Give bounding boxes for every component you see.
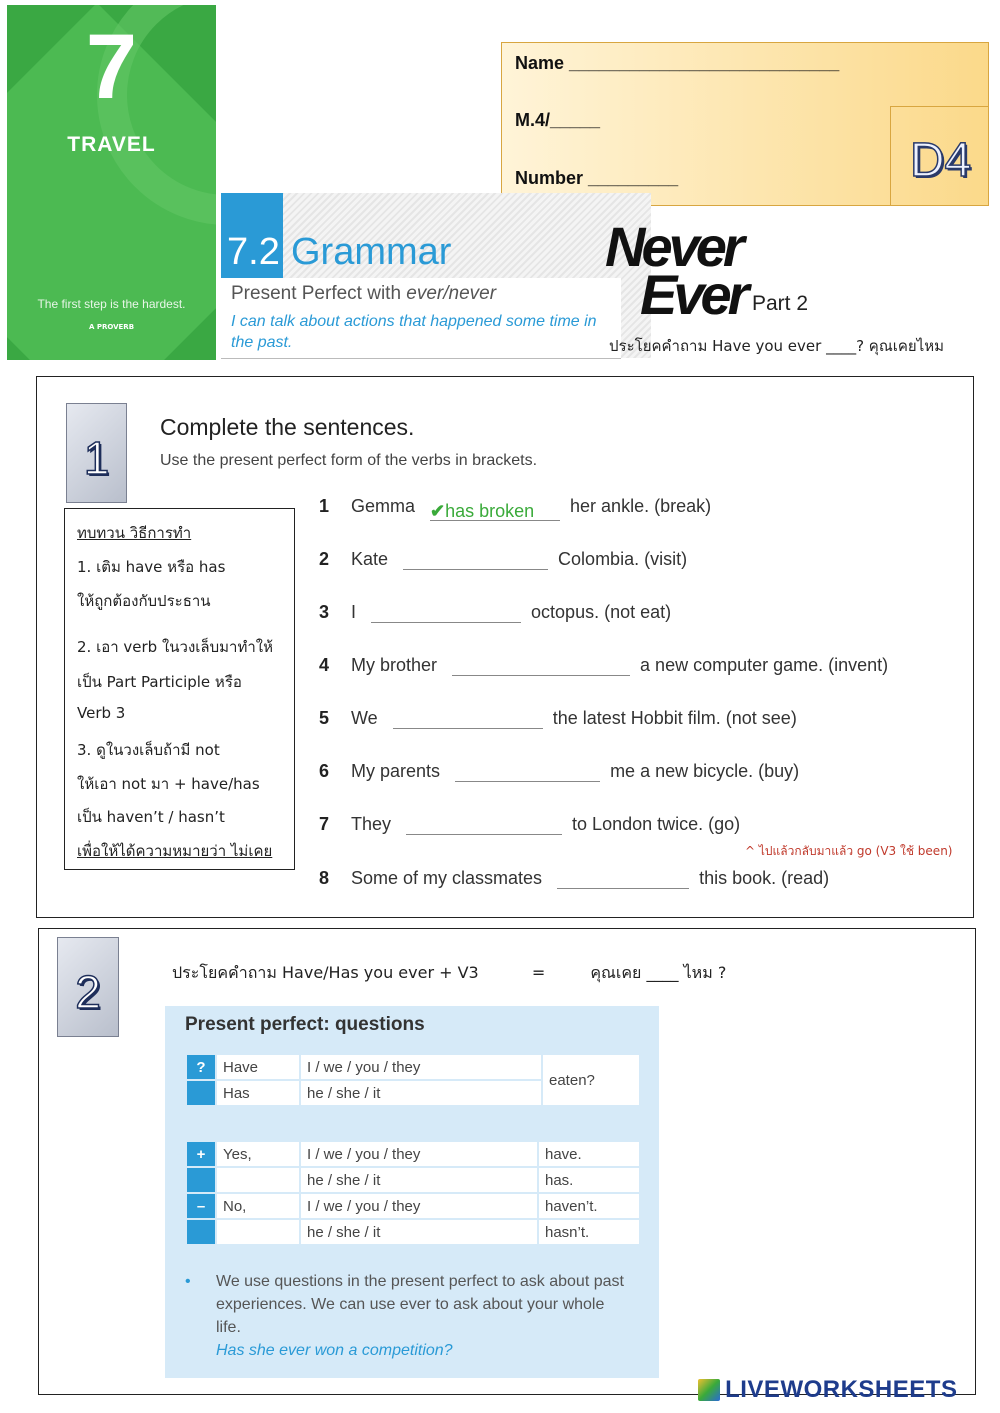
cover-quote: The first step is the hardest. <box>37 297 186 311</box>
sentence-row <box>319 549 687 570</box>
subject-cell: I / we / you / they <box>300 1141 538 1167</box>
exercise-2-number-box <box>57 937 119 1037</box>
answer-blank-2[interactable] <box>403 550 548 570</box>
banner-divider <box>221 358 621 359</box>
lesson-number: 7.2 <box>227 231 280 273</box>
review-line: ให้เอา not มา + have/has <box>77 775 260 793</box>
exercise-1-number: 1 <box>83 432 110 484</box>
hint-note: ^ ไปแล้วกลับมาแล้ว go (V3 ใช้ been) <box>745 844 953 858</box>
subject-cell: he / she / it <box>300 1219 538 1245</box>
lesson-subtitle-emphasis: ever/never <box>406 283 497 304</box>
answer-text: has broken <box>445 501 535 521</box>
sentence-rest: the latest Hobbit film. (not see) <box>552 708 797 728</box>
correct-check-icon: ✔ <box>430 501 446 521</box>
sentence-number: 6 <box>319 761 330 781</box>
review-line: เป็น Part Participle หรือ <box>77 673 242 691</box>
grammar-banner <box>221 193 651 358</box>
sentence-number: 8 <box>319 868 330 888</box>
sentence-number: 2 <box>319 549 330 569</box>
cover-proverb: A PROVERB <box>88 323 135 331</box>
lesson-subtitle <box>231 283 496 305</box>
answer-blank-1[interactable] <box>430 501 560 521</box>
plus-icon: + <box>186 1141 216 1167</box>
exercise-1-title: Complete the sentences. <box>160 414 415 440</box>
sentence-rest: her ankle. (break) <box>570 496 712 516</box>
thai-question-hint: ประโยคคำถาม Have you ever ____? คุณเคยไหม <box>609 337 945 355</box>
sentence-subject: My brother <box>351 655 438 675</box>
review-line: ให้ถูกต้องกับประธาน <box>77 592 211 610</box>
logo-badge-icon <box>698 1379 720 1401</box>
question-table <box>185 1053 641 1107</box>
sentence-rest: this book. (read) <box>699 868 830 888</box>
sentence-row <box>319 708 797 729</box>
grammar-reference-box <box>165 1006 659 1378</box>
sentence-rest: to London twice. (go) <box>572 814 741 834</box>
end-cell: hasn’t. <box>538 1219 640 1245</box>
sentence-subject: I <box>351 602 357 622</box>
question-mark-icon: ? <box>186 1054 216 1080</box>
sentence-number: 1 <box>319 496 330 516</box>
can-do-statement: I can talk about actions that happened some time in the past. <box>231 313 597 351</box>
sentence-rest: a new computer game. (invent) <box>640 655 889 675</box>
sentence-subject: Some of my classmates <box>351 868 543 888</box>
question-formula <box>172 961 726 986</box>
sentence-row <box>319 868 829 889</box>
review-line: Verb 3 <box>77 704 126 722</box>
end-cell: haven’t. <box>538 1193 640 1219</box>
review-heading: ทบทวน วิธีการทำ <box>77 524 192 542</box>
exercise-1-instructions: Use the present perfect form of the verbs in brackets. <box>160 452 538 469</box>
class-field[interactable]: M.4/_____ <box>515 110 601 130</box>
sentence-row <box>319 655 888 676</box>
aux-cell: Has <box>216 1080 300 1106</box>
sentence-subject: They <box>351 814 392 834</box>
part-label: Part 2 <box>752 292 809 315</box>
answer-blank-3[interactable] <box>371 603 521 623</box>
symbol-cell <box>186 1167 216 1193</box>
cover-unit-title: TRAVEL <box>67 133 156 156</box>
sentence-number: 5 <box>319 708 330 728</box>
usage-note <box>185 1270 625 1362</box>
formula-left: ประโยคคำถาม Have/Has you ever + V3 <box>172 963 479 982</box>
lead-cell <box>216 1167 300 1193</box>
answer-blank-6[interactable] <box>455 762 600 782</box>
subject-cell: I / we / you / they <box>300 1054 542 1080</box>
never-heading: Never <box>605 215 741 278</box>
usage-text: We use questions in the present perfect to ask about past experiences. We can use ever to ask about your whole life. <box>216 1273 624 1336</box>
logo-text: LIVEWORKSHEETS <box>725 1376 958 1403</box>
sentence-subject: We <box>351 708 378 728</box>
worksheet-code: D4 <box>909 134 972 187</box>
lesson-title: Grammar <box>291 231 452 273</box>
sentence-rest: octopus. (not eat) <box>531 602 672 622</box>
unit-cover-image <box>7 5 216 360</box>
symbol-cell <box>186 1080 216 1106</box>
exercise-2-number: 2 <box>75 966 101 1018</box>
end-cell: have. <box>538 1141 640 1167</box>
liveworksheets-logo[interactable] <box>698 1376 957 1404</box>
review-line: 3. ดูในวงเล็บถ้ามี not <box>77 741 220 759</box>
formula-equals: = <box>531 963 546 982</box>
sentence-row <box>319 761 799 782</box>
review-box <box>64 508 295 870</box>
verb-cell: eaten? <box>542 1054 640 1106</box>
sentence-rest: Colombia. (visit) <box>558 549 688 569</box>
answer-table <box>185 1140 641 1246</box>
subject-cell: I / we / you / they <box>300 1193 538 1219</box>
sentence-row <box>319 814 740 835</box>
review-line: 2. เอา verb ในวงเล็บมาทำให้ <box>77 638 273 656</box>
sentence-number: 3 <box>319 602 330 622</box>
sentence-number: 7 <box>319 814 330 834</box>
formula-right: คุณเคย ____ ไหม ? <box>590 963 727 982</box>
end-cell: has. <box>538 1167 640 1193</box>
exercise-1-number-box <box>66 403 127 503</box>
answer-blank-4[interactable] <box>452 656 630 676</box>
worksheet-code-box <box>890 106 989 206</box>
sentence-subject: My parents <box>351 761 441 781</box>
lead-cell: Yes, <box>216 1141 300 1167</box>
reference-title: Present perfect: questions <box>185 1014 425 1035</box>
minus-icon: – <box>186 1193 216 1219</box>
lead-cell <box>216 1219 300 1245</box>
review-line: 1. เติม have หรือ has <box>77 558 226 576</box>
answer-blank-5[interactable] <box>393 709 543 729</box>
sentence-number: 4 <box>319 655 330 675</box>
name-field[interactable]: Name ___________________________ <box>515 53 840 73</box>
symbol-cell <box>186 1219 216 1245</box>
lead-cell: No, <box>216 1193 300 1219</box>
sentence-row <box>319 496 711 521</box>
sentence-row <box>319 602 671 623</box>
review-line: เพื่อให้ได้ความหมายว่า ไม่เคย <box>77 842 273 860</box>
usage-example: Has she ever won a competition? <box>216 1342 453 1359</box>
ever-heading: Ever <box>640 263 746 326</box>
sentence-subject: Kate <box>351 549 389 569</box>
sentence-rest: me a new bicycle. (buy) <box>610 761 800 781</box>
subject-cell: he / she / it <box>300 1080 542 1106</box>
subject-cell: he / she / it <box>300 1167 538 1193</box>
cover-unit-number: 7 <box>85 16 138 118</box>
student-info-box <box>501 42 989 206</box>
review-line: เป็น haven’t / hasn’t <box>77 808 225 826</box>
aux-cell: Have <box>216 1054 300 1080</box>
answer-blank-8[interactable] <box>557 869 689 889</box>
lesson-subtitle-text: Present Perfect with <box>231 283 407 304</box>
number-field[interactable]: Number _________ <box>515 168 679 188</box>
answer-blank-7[interactable] <box>406 815 562 835</box>
sentence-subject: Gemma <box>351 496 416 516</box>
bullet-icon: • <box>185 1273 191 1290</box>
